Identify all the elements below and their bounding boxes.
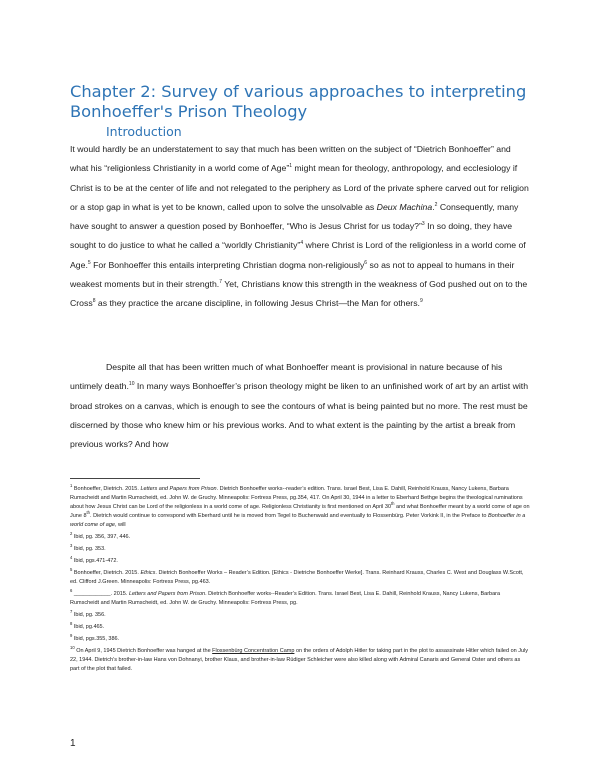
footnote xyxy=(70,611,530,620)
footnote-ref: 6 xyxy=(364,259,368,266)
footnote-marker: 9 xyxy=(70,633,73,638)
footnote-ref: 4 xyxy=(300,240,304,247)
text-run: where Christ is Lord of the religionless in a world come of Age. xyxy=(70,240,526,270)
text-run: Consequently, many have sought to answer a question posed by Bonhoeffer, “Who is Jesus Christ for us today?” xyxy=(70,201,519,232)
footnote-marker: 3 xyxy=(70,543,73,548)
footnote-ref: th xyxy=(391,501,395,506)
text-run: Bonhoeffer, Dietrich. 2015. xyxy=(72,570,141,576)
text-run: In so doing, they have sought to do justice to what he called a “worldly Christianity” xyxy=(70,221,513,251)
footnote-separator xyxy=(70,478,200,479)
footnote-marker: 7 xyxy=(70,609,73,614)
text-run: . Dietrich Bonhoeffer Works – Reader’s Edition. [Ethics - Dietriche Bonhoeffer Werke]. Trans. Reinhard Krauss, Charles C. West and Douglass W.Scott, ed. Clifford J.Green. Minneapolis: Fortress Press, pg.463. xyxy=(70,570,524,585)
text-run: , will xyxy=(114,522,126,528)
italic-text: Deux Machina xyxy=(376,201,433,212)
text-run: Yet, Christians know this strength in the weakness of God pushed out on to the Cross xyxy=(70,279,528,309)
text-run: . Dietrich Bonhoeffer works--Reader’s Edition. Trans. Israel Best, Lisa E. Dahill, Reinhold Krauss, Nancy Lukens, Barbara Rumscheidt and Martin Rumscheidt, ed. John W. de Gruchy. Minneapolis: Fortress Press, pg. xyxy=(70,591,501,606)
text-run: so as not to appeal to humans in their weakest moments but in their strength. xyxy=(70,259,515,290)
text-run: might mean for theology, anthropology, and ecclesiology if Christ is to be at the center of life and not relegated to the periphery as Lord of the private sphere carved out for religion or a stop gap in what is yet to be known, called upon to solve the unsolvable as xyxy=(70,163,529,212)
footnote-ref: 2 xyxy=(434,201,438,208)
text-run: In many ways Bonhoeffer’s prison theology might be liken to an unfinished work of art by an artist with broad strokes on a canvas, which is enough to see the contours of what is being painted but no more. The rest must be discerned by those who knew him or his previous works. And to what extent is the painting by the artist a break from previous works? And how xyxy=(70,381,529,450)
footnote-marker: 8 xyxy=(70,621,73,626)
footnote-marker: 4 xyxy=(70,555,73,560)
italic-text: Ethics xyxy=(140,570,156,576)
paragraph-2 xyxy=(70,358,530,454)
paragraph-1 xyxy=(70,140,530,314)
chapter-title: Chapter 2: Survey of various approaches to interpreting Bonhoeffer's Prison Theology xyxy=(70,82,527,121)
footnote-marker: 5 xyxy=(70,567,73,572)
footnote-marker: 6 xyxy=(70,588,73,593)
footnote-marker: 10 xyxy=(70,645,75,650)
section-heading: Introduction xyxy=(106,124,182,139)
text-run: On April 9, 1945 Dietrich Bonhoeffer was hanged at the xyxy=(74,648,213,654)
text-run: Bonhoeffer, Dietrich. 2015. xyxy=(72,486,141,492)
footnote-ref: 8 xyxy=(92,298,96,305)
footnote-ref: 10 xyxy=(128,381,135,388)
text-run: as they practice the arcane discipline, in following Jesus Christ—the Man for others. xyxy=(95,298,420,309)
text-run: For Bonhoeffer this entails interpreting Christian dogma non-religiously xyxy=(90,259,365,270)
italic-text: Letters and Papers from Prison xyxy=(140,486,217,492)
text-run: on the orders of Adolph Hitler for taking part in the plot to assassinate Hitler which failed on July 22, 1944. Dietrich’s brother-in-law Hans von Dohnanyi, brother Klaus, and brother-in-law Rüdiger Schleicher were also killed along with Admiral Canaris and General Oster and others as part of the plot that failed. xyxy=(70,648,528,672)
footnote xyxy=(70,623,530,632)
text-run: ____________. 2015. xyxy=(72,591,129,597)
text-run: . Dietrich would continue to correspond with Eberhard until he is moved from Tegel to Buchenwald and eventually to Flossenbürg. Peter Vorkink II, in the Preface to xyxy=(90,513,488,519)
text-run: Ibid, pg.465. xyxy=(72,624,105,630)
footnote xyxy=(70,569,530,587)
text-run: Ibid, pg. 356. xyxy=(72,612,106,618)
italic-text: Bonhoeffer in a world come of age xyxy=(70,513,526,528)
text-run: It would hardly be an understatement to say that much has been written on the subject of “Dietrich Bonhoeffer” and what his “religionless Christianity in a world come of Age” xyxy=(70,144,511,174)
text-run: Ibid, pg. 353. xyxy=(72,546,106,552)
footnote-ref: 5 xyxy=(87,259,91,266)
footnote-marker: 2 xyxy=(70,531,73,536)
footnote xyxy=(70,545,530,554)
underlined-text: Flossenbürg Concentration Camp xyxy=(212,648,295,654)
page-number: 1 xyxy=(70,738,76,749)
footnote-marker: 1 xyxy=(70,483,73,488)
footnote xyxy=(70,590,530,608)
text-run: Ibid, pgs.471-472. xyxy=(72,558,118,564)
text-run: . Dietrich Bonhoeffer works--reader’s edition. Trans. Israel Best, Lisa E. Dahill, Reinhold Krauss, Nancy Lukens, Barbara Rumscheidt and Martin Rumscheidt, ed. John W. de Gruchy. Minneapolis: Fortress Press, pg.354, 417. On April 30, 1944 in a letter to Eberhard Bethge begins the theological ruminations about how Jesus Christ can be Lord of the religionless in a world come of age. Religionless Christianity is first mentioned on April 30 xyxy=(70,486,523,510)
footnote xyxy=(70,533,530,542)
text-run: Despite all that has been written much of what Bonhoeffer meant is provisional in nature because of his untimely death. xyxy=(70,362,503,392)
footnote-ref: th xyxy=(86,510,91,515)
footnotes xyxy=(70,485,530,677)
text-run: Ibid, pg. 356, 397, 446. xyxy=(72,534,131,540)
footnote xyxy=(70,557,530,566)
text-run: . xyxy=(432,201,435,212)
footnote-ref: 9 xyxy=(419,298,423,305)
footnote xyxy=(70,485,530,530)
footnote-ref: 3 xyxy=(421,221,425,228)
text-run: Ibid, pgs.355, 386. xyxy=(72,636,120,642)
italic-text: Letters and Papers from Prison xyxy=(128,591,206,597)
footnote-ref: 1 xyxy=(289,163,292,170)
footnote xyxy=(70,647,530,674)
footnote xyxy=(70,635,530,644)
footnote-ref: 7 xyxy=(219,279,222,286)
text-run: and what Bonhoeffer meant by a world come of age on June 8 xyxy=(70,504,530,519)
